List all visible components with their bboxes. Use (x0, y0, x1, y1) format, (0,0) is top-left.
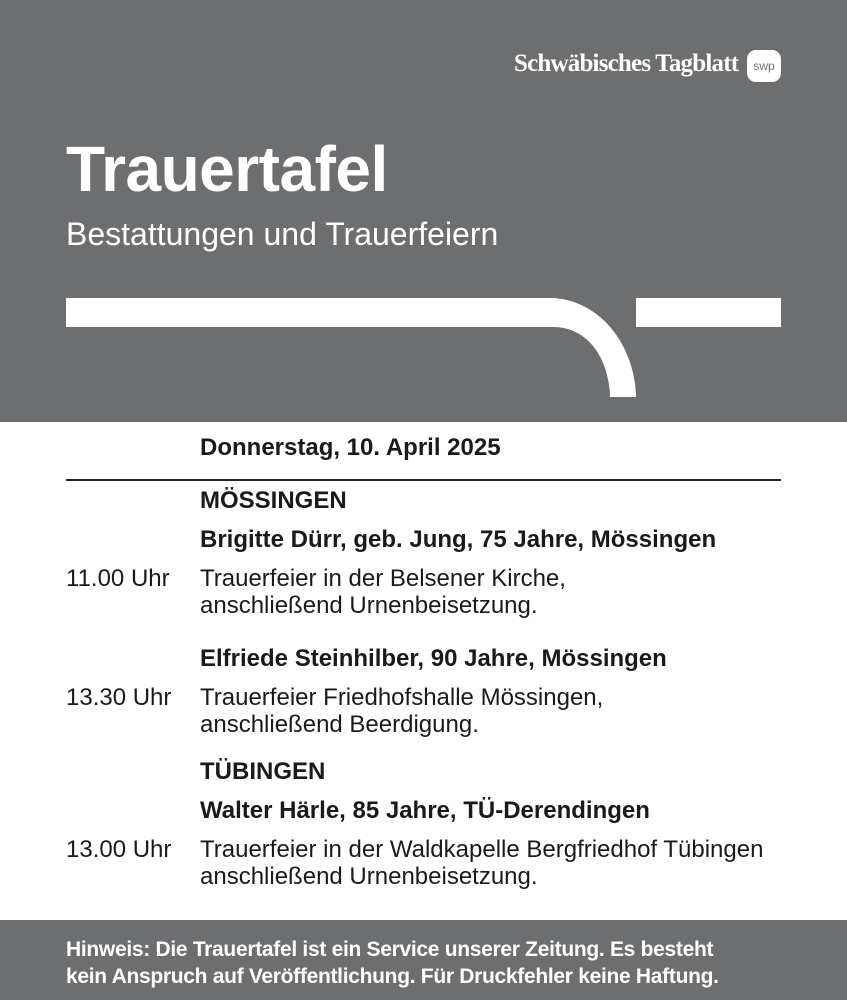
footer-line1: Die Trauertafel ist ein Service unserer Zeitung. Es besteht (155, 938, 714, 961)
deco-bar-left (66, 298, 556, 327)
divider (66, 479, 781, 481)
entry-name: Walter Härle, 85 Jahre, TÜ-Derendingen (200, 797, 650, 824)
entry-time: 13.30 Uhr (66, 684, 172, 711)
entry-detail: Trauerfeier in der Waldkapelle Bergfriedhof Tübingen (200, 836, 764, 863)
entry-time: 11.00 Uhr (66, 565, 170, 592)
page-title: Trauertafel (66, 133, 388, 205)
footer-line2: kein Anspruch auf Veröffentlichung. Für Druckfehler keine Haftung. (66, 965, 719, 988)
page-subtitle: Bestattungen und Trauerfeiern (66, 216, 499, 252)
date-heading: Donnerstag, 10. April 2025 (200, 434, 501, 461)
deco-curve (552, 298, 636, 397)
entry-time: 13.00 Uhr (66, 836, 172, 863)
entry-detail: Trauerfeier Friedhofshalle Mössingen, (200, 684, 604, 711)
section-place: MÖSSINGEN (200, 487, 347, 514)
deco-bar-right (636, 298, 781, 327)
entry-name: Brigitte Dürr, geb. Jung, 75 Jahre, Mössingen (200, 526, 717, 553)
footer-label: Hinweis: (66, 938, 150, 961)
section-place: TÜBINGEN (200, 758, 326, 785)
footer-notice (0, 920, 847, 1000)
decorative-lines (0, 290, 847, 410)
entry-name: Elfriede Steinhilber, 90 Jahre, Mössingen (200, 645, 667, 672)
brand-logo: Schwäbisches Tagblatt (514, 50, 739, 77)
entry-detail: anschließend Urnenbeisetzung. (200, 863, 538, 890)
entry-detail: anschließend Beerdigung. (200, 711, 479, 738)
entry-detail: Trauerfeier in der Belsener Kirche, (200, 565, 566, 592)
entry-detail: anschließend Urnenbeisetzung. (200, 592, 538, 619)
swp-badge: swp (747, 50, 781, 82)
